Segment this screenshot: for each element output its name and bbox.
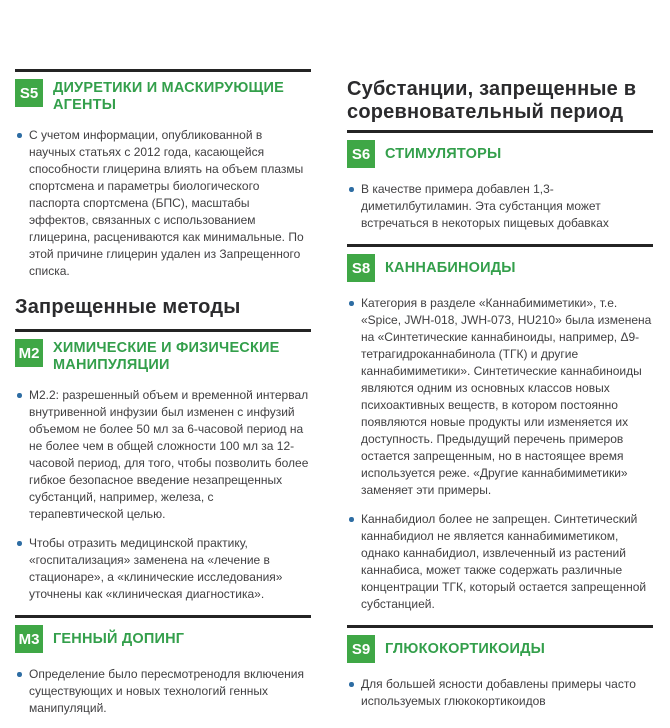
section-header — [15, 339, 311, 374]
section-header — [347, 254, 653, 282]
section-title: ГЛЮКОКОРТИКОИДЫ — [385, 641, 546, 657]
section-code-badge: S6 — [347, 140, 375, 168]
bullet-list — [347, 676, 653, 710]
section-s5 — [15, 69, 311, 280]
section-divider — [15, 69, 311, 72]
section-code-badge: S9 — [347, 635, 375, 663]
right-column — [347, 69, 653, 728]
section-code-badge: M2 — [15, 339, 43, 367]
section-s9 — [347, 625, 653, 710]
incompetition-heading: Субстанции, запрещенные в соревновательный период — [347, 78, 637, 123]
section-divider — [15, 329, 311, 332]
section-header — [15, 625, 311, 653]
section-header — [347, 140, 653, 168]
bullet-list — [347, 295, 653, 613]
bullet-list — [15, 666, 311, 717]
bullet-item: С учетом информации, опубликованной в научных статьях с 2012 года, касающейся способности глицерина влиять на объем плазмы спортсмена и параметры биологического паспорта спортсмена (БПС), масштабы эффектов, связанных с использованием глицерина, расцениваются как минимальные. По этой причине глицерин удален из Запрещенного списка. — [15, 127, 311, 280]
section-code-badge: S5 — [15, 79, 43, 107]
section-title: ДИУРЕТИКИ И МАСКИРУЮЩИЕ АГЕНТЫ — [53, 80, 284, 113]
bullet-item: В качестве примера добавлен 1,3-диметилбутиламин. Эта субстанция может встречаться в некоторых пищевых добавках — [347, 181, 653, 232]
bullet-item: Чтобы отразить медицинской практику, «госпитализация» заменена на «лечение в стационаре», а «клинические исследования» уточнены как «клиническая диагностика». — [15, 535, 311, 603]
section-title: ХИМИЧЕСКИЕ И ФИЗИЧЕСКИЕ МАНИПУЛЯЦИИ — [53, 340, 280, 373]
bullet-item: М2.2: разрешенный объем и временной интервал внутривенной инфузии был изменен с инфузий объемом не более 50 мл за 6-часовой период на не более чем в общей сложности 100 мл за 12-часовой период, для того, чтобы позволить более гибкое безопасное введение незапрещенных субстанций, например, железа, с терапевтической целью. — [15, 387, 311, 523]
bullet-item: Каннабидиол более не запрещен. Синтетический каннабидиол не является каннабимиметиком, однако каннабидиол, извлеченный из растений каннабиса, может также содержать различные концентрации ТГК, который остается запрещенной субстанцией. — [347, 511, 653, 613]
section-m2 — [15, 329, 311, 603]
section-m3 — [15, 615, 311, 717]
section-code-badge: S8 — [347, 254, 375, 282]
section-divider — [15, 615, 311, 618]
section-title: СТИМУЛЯТОРЫ — [385, 146, 502, 162]
bullet-list — [15, 387, 311, 603]
bullet-item: Категория в разделе «Каннабимиметики», т.е. «Spice, JWH-018, JWH-073, HU210» была изменена на «Синтетические каннабиноиды, например, Δ9-тетрагидроканнабинола (ТГК) и другие каннабимиметики». Синтетические каннабиноиды являются одним из основных классов новых психоактивных веществ, в котором постоянно появляются новые продукты или изменяется их доступность. Предыдущий перечень примеров остается запрещенным, но в настоящее время используется реже. «Другие каннабимиметики» заменяет эти примеры. — [347, 295, 653, 499]
section-header — [347, 635, 653, 663]
left-column — [15, 69, 311, 728]
section-s8 — [347, 244, 653, 613]
bullet-list — [15, 127, 311, 280]
section-code-badge: M3 — [15, 625, 43, 653]
section-header — [15, 79, 311, 114]
section-s6 — [347, 130, 653, 232]
section-title: ГЕННЫЙ ДОПИНГ — [53, 631, 185, 647]
section-divider — [347, 625, 653, 628]
methods-heading: Запрещенные методы — [15, 296, 241, 318]
section-divider — [347, 244, 653, 247]
bullet-item: Для большей ясности добавлены примеры часто используемых глюкокортикоидов — [347, 676, 653, 710]
bullet-item: Определение было пересмотренодля включения существующих и новых технологий генных манипуляций. — [15, 666, 311, 717]
bullet-list — [347, 181, 653, 232]
section-divider — [347, 130, 653, 133]
section-title: КАННАБИНОИДЫ — [385, 260, 516, 276]
